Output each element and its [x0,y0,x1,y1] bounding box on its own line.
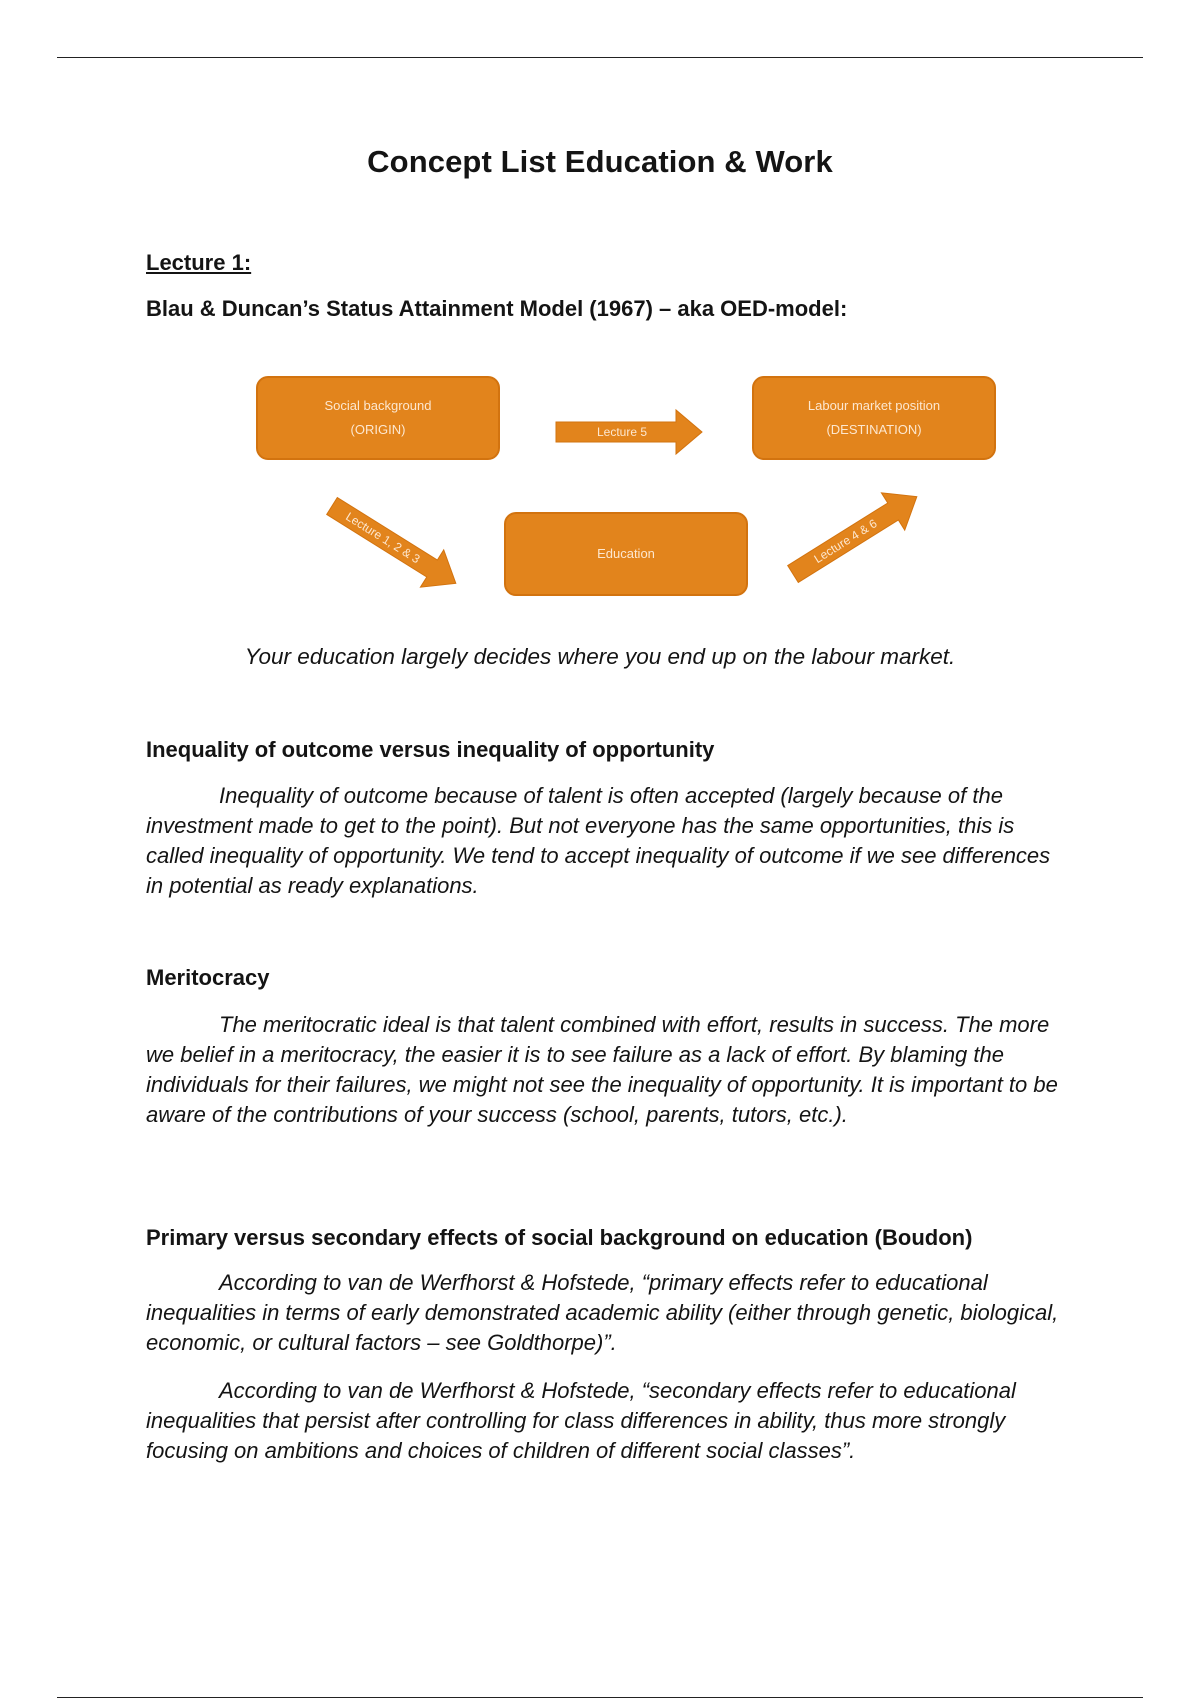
oed-model-diagram [240,370,1010,610]
bottom-rule [57,1697,1143,1698]
top-rule [57,57,1143,58]
origin-box [256,376,500,460]
section-heading-inequality: Inequality of outcome versus inequality of opportunity [146,737,715,762]
paragraph-secondary-effects: According to van de Werfhorst & Hofstede, “secondary effects refer to educational inequalities that persist after controlling for class differences in ability, thus more strongly focusing on ambitions and choices of children of different social classes”. [146,1378,1016,1463]
destination-label: Labour market position [807,398,941,413]
arrow-lecture-5 [556,410,702,454]
section-heading-meritocracy: Meritocracy [146,965,270,990]
paragraph-inequality: Inequality of outcome because of talent is often accepted (largely because of the investment made to get to the point). But not everyone has the same opportunities, this is called inequality of opportunity. We tend to accept inequality of outcome if we see differences in potential as ready explanations. [146,783,1051,898]
paragraph-meritocracy: The meritocratic ideal is that talent combined with effort, results in success. The more we belief in a meritocracy, the easier it is to see failure as a lack of effort. By blaming the individuals for their failures, we might not see the inequality of opportunity. It is important to be aware of the contributions of your success (school, parents, tutors, etc.). [146,1012,1058,1127]
model-heading: Blau & Duncan’s Status Attainment Model (1967) – aka OED-model: [146,296,848,321]
origin-sublabel: (ORIGIN) [350,422,406,437]
destination-sublabel: (DESTINATION) [826,422,922,437]
diagram-caption: Your education largely decides where you end up on the labour market. [244,644,956,669]
arrow-lecture-5-label: Lecture 5 [596,425,648,439]
arrow-lecture-1-2-3-label: Lecture 1, 2 & 3 [343,509,423,567]
arrow-lecture-4-6-label: Lecture 4 & 6 [811,516,880,566]
origin-label: Social background [324,398,432,413]
lecture-heading: Lecture 1: [146,250,252,275]
education-label: Education [597,546,655,561]
paragraph-primary-effects: According to van de Werfhorst & Hofstede, “primary effects refer to educational inequalities in terms of early demonstrated academic ability (either through genetic, biological, economic, or cultural factors – see Goldthorpe)”. [146,1270,1059,1355]
destination-box [752,376,996,460]
page-title: Concept List Education & Work [367,144,833,179]
education-box [504,512,748,596]
arrow-lecture-4-6 [781,478,928,593]
arrow-lecture-1-2-3 [320,487,467,602]
section-heading-primary-secondary: Primary versus secondary effects of social background on education (Boudon) [146,1225,973,1250]
